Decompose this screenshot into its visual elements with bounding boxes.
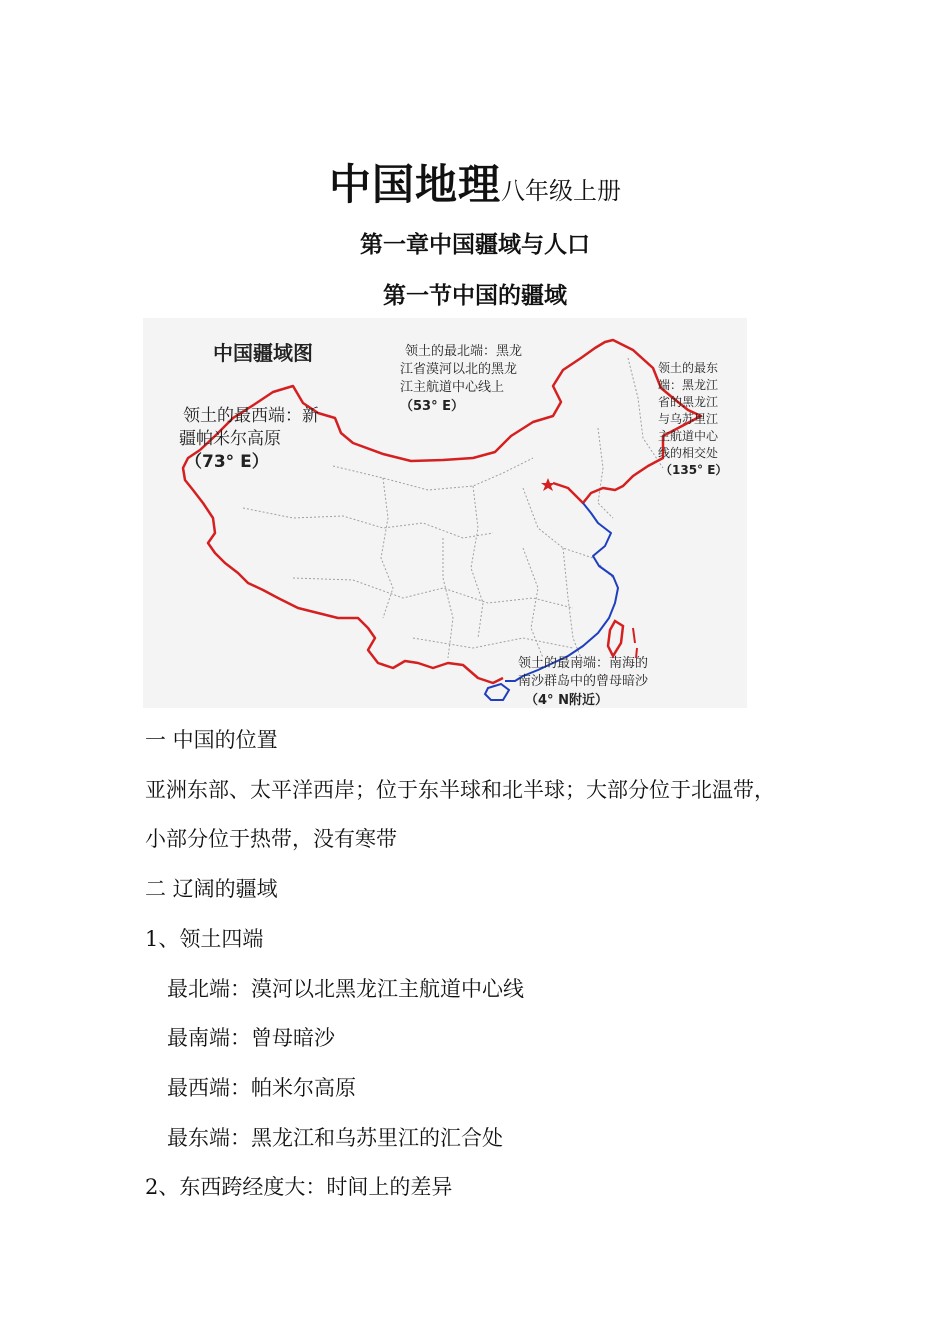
s1-text-line-2: 小部分位于热带，没有寒带 bbox=[145, 827, 397, 851]
west-coord: （73° E） bbox=[185, 452, 269, 472]
taiwan-island bbox=[608, 621, 623, 656]
north-line-2: 江省漠河以北的黑龙 bbox=[400, 362, 518, 377]
p2-heading: 2、东西跨经度大：时间上的差异 bbox=[145, 1175, 453, 1199]
end-south: 最南端：曾母暗沙 bbox=[167, 1026, 335, 1050]
east-line-1: 领土的最东 bbox=[658, 361, 719, 375]
title-sub: 八年级上册 bbox=[501, 177, 621, 205]
p1-heading: 1、领土四端 bbox=[145, 927, 264, 951]
south-coord: （4° N附近） bbox=[525, 693, 608, 708]
capital-star-icon bbox=[541, 478, 555, 491]
end-north: 最北端：漠河以北黑龙江主航道中心线 bbox=[167, 977, 524, 1001]
s1-text-line-1: 亚洲东部、太平洋西岸；位于东半球和北半球；大部分位于北温带， bbox=[145, 778, 775, 802]
end-west: 最西端：帕米尔高原 bbox=[167, 1076, 356, 1100]
east-line-6: 线的相交处 bbox=[658, 446, 719, 460]
north-line-1: 领土的最北端：黑龙 bbox=[405, 344, 523, 359]
end-east: 最东端：黑龙江和乌苏里江的汇合处 bbox=[167, 1126, 503, 1150]
east-line-2: 端：黑龙江 bbox=[658, 378, 719, 392]
west-line-1: 领土的最西端：新 bbox=[183, 406, 319, 426]
north-line-3: 江主航道中心线上 bbox=[400, 380, 505, 395]
s1-heading: 一 中国的位置 bbox=[145, 728, 278, 752]
east-line-5: 主航道中心 bbox=[658, 429, 719, 443]
map-title: 中国疆域图 bbox=[213, 341, 313, 365]
coastline bbox=[505, 503, 618, 681]
east-line-4: 与乌苏里江 bbox=[658, 412, 719, 426]
south-line-2: 南沙群岛中的曾母暗沙 bbox=[518, 674, 649, 689]
document-title bbox=[0, 152, 950, 212]
s2-heading: 二 辽阔的疆域 bbox=[145, 877, 278, 901]
west-line-2: 疆帕米尔高原 bbox=[179, 429, 281, 449]
south-line-1: 领土的最南端：南海的 bbox=[518, 656, 649, 671]
east-coord: （135° E） bbox=[660, 463, 728, 477]
section-heading: 第一节中国的疆域 bbox=[383, 283, 567, 309]
china-territory-map bbox=[143, 318, 747, 708]
hainan-island bbox=[485, 684, 509, 700]
chapter-heading: 第一章中国疆域与人口 bbox=[360, 232, 590, 258]
title-main: 中国地理 bbox=[328, 160, 501, 209]
east-line-3: 省的黑龙江 bbox=[658, 395, 719, 409]
islands bbox=[633, 628, 637, 658]
north-coord: （53° E） bbox=[400, 399, 464, 414]
